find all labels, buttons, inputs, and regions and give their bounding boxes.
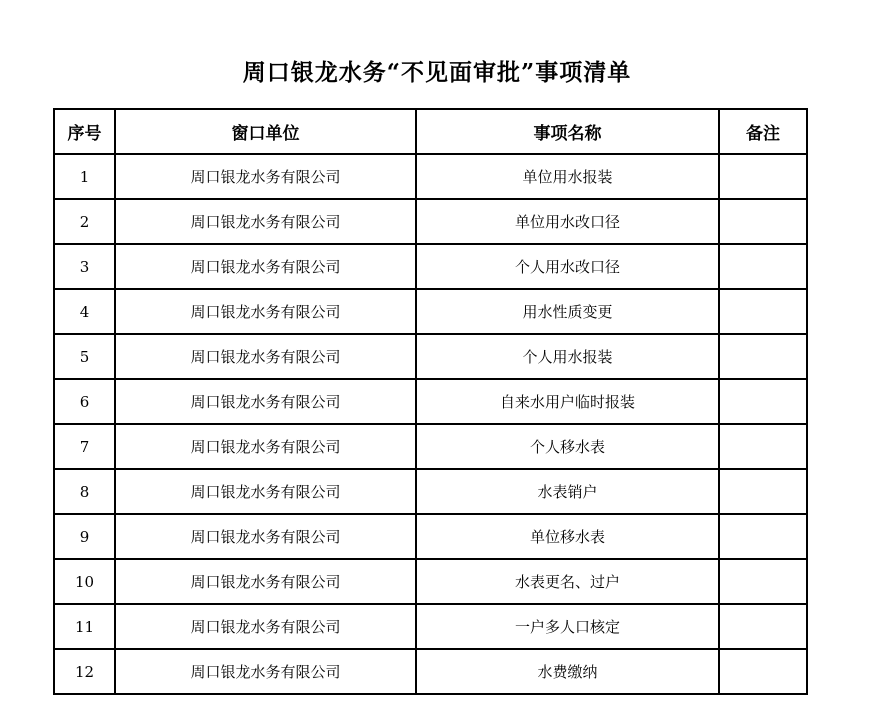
header-item: 事项名称 — [416, 109, 719, 154]
cell-item: 水表销户 — [416, 469, 719, 514]
cell-unit: 周口银龙水务有限公司 — [115, 154, 416, 199]
cell-no: 9 — [54, 514, 115, 559]
table-row — [54, 424, 807, 469]
cell-item: 单位移水表 — [416, 514, 719, 559]
cell-no: 2 — [54, 199, 115, 244]
cell-unit: 周口银龙水务有限公司 — [115, 199, 416, 244]
page-title: 周口银龙水务“不见面审批”事项清单 — [242, 59, 632, 86]
table-row — [54, 604, 807, 649]
table-body — [54, 154, 807, 694]
items-table — [53, 108, 808, 695]
cell-item: 个人用水改口径 — [416, 244, 719, 289]
cell-note — [719, 199, 807, 244]
cell-item: 水表更名、过户 — [416, 559, 719, 604]
cell-item: 自来水用户临时报装 — [416, 379, 719, 424]
table-row — [54, 244, 807, 289]
cell-note — [719, 334, 807, 379]
cell-note — [719, 559, 807, 604]
cell-unit: 周口银龙水务有限公司 — [115, 379, 416, 424]
cell-no: 10 — [54, 559, 115, 604]
header-unit: 窗口单位 — [115, 109, 416, 154]
cell-no: 5 — [54, 334, 115, 379]
cell-note — [719, 244, 807, 289]
table-row — [54, 649, 807, 694]
cell-unit: 周口银龙水务有限公司 — [115, 289, 416, 334]
cell-unit: 周口银龙水务有限公司 — [115, 559, 416, 604]
table-header — [54, 109, 807, 154]
cell-no: 12 — [54, 649, 115, 694]
cell-note — [719, 289, 807, 334]
cell-no: 8 — [54, 469, 115, 514]
table-row — [54, 334, 807, 379]
cell-item: 水费缴纳 — [416, 649, 719, 694]
cell-unit: 周口银龙水务有限公司 — [115, 514, 416, 559]
cell-item: 个人移水表 — [416, 424, 719, 469]
cell-item: 一户多人口核定 — [416, 604, 719, 649]
table-row — [54, 514, 807, 559]
table-row — [54, 559, 807, 604]
cell-unit: 周口银龙水务有限公司 — [115, 424, 416, 469]
cell-unit: 周口银龙水务有限公司 — [115, 334, 416, 379]
cell-no: 7 — [54, 424, 115, 469]
cell-unit: 周口银龙水务有限公司 — [115, 604, 416, 649]
cell-note — [719, 514, 807, 559]
table-row — [54, 289, 807, 334]
cell-note — [719, 379, 807, 424]
cell-item: 个人用水报装 — [416, 334, 719, 379]
header-no: 序号 — [54, 109, 115, 154]
cell-note — [719, 154, 807, 199]
cell-no: 11 — [54, 604, 115, 649]
cell-unit: 周口银龙水务有限公司 — [115, 244, 416, 289]
cell-note — [719, 604, 807, 649]
cell-item: 单位用水报装 — [416, 154, 719, 199]
cell-note — [719, 649, 807, 694]
table-row — [54, 379, 807, 424]
cell-note — [719, 469, 807, 514]
header-row — [54, 109, 807, 154]
table-row — [54, 154, 807, 199]
cell-item: 单位用水改口径 — [416, 199, 719, 244]
table-row — [54, 199, 807, 244]
cell-item: 用水性质变更 — [416, 289, 719, 334]
cell-unit: 周口银龙水务有限公司 — [115, 649, 416, 694]
table-row — [54, 469, 807, 514]
cell-no: 4 — [54, 289, 115, 334]
cell-unit: 周口银龙水务有限公司 — [115, 469, 416, 514]
cell-note — [719, 424, 807, 469]
cell-no: 1 — [54, 154, 115, 199]
header-note: 备注 — [719, 109, 807, 154]
cell-no: 3 — [54, 244, 115, 289]
cell-no: 6 — [54, 379, 115, 424]
